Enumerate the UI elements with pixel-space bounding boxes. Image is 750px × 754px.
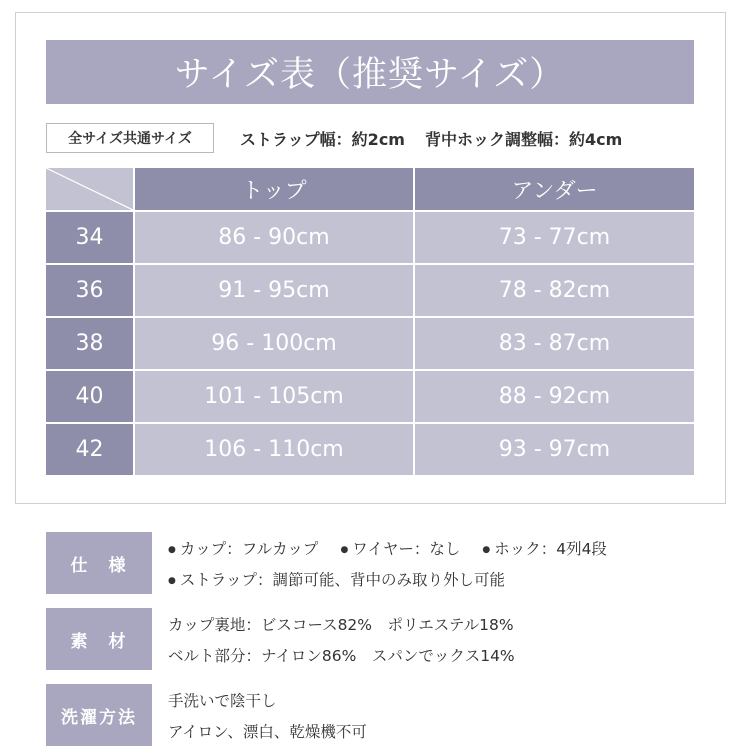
- wash-label: 洗濯方法: [46, 684, 152, 746]
- top-cell: 96 - 100cm: [135, 318, 413, 369]
- common-size-badge: [46, 123, 214, 153]
- under-cell: 73 - 77cm: [415, 212, 694, 263]
- spec-label: 仕 様: [46, 532, 152, 594]
- under-cell: 93 - 97cm: [415, 424, 694, 475]
- size-cell: 38: [46, 318, 133, 369]
- diagonal-line: [46, 168, 133, 210]
- size-table: [46, 168, 694, 474]
- table-row: [46, 265, 694, 316]
- hook-adjust-text: 背中ホック調整幅：約4cm: [424, 129, 623, 149]
- corner-cell: [46, 168, 133, 210]
- size-cell: 34: [46, 212, 133, 263]
- spec-section: [46, 532, 607, 594]
- spec-line-1: [168, 532, 607, 563]
- under-cell: 83 - 87cm: [415, 318, 694, 369]
- title-text: サイズ表（推奨サイズ）: [174, 55, 566, 95]
- table-row: [46, 371, 694, 422]
- strap-width-text: ストラップ幅：約2cm: [240, 129, 405, 149]
- material-label: 素 材: [46, 608, 152, 670]
- table-row: [46, 212, 694, 263]
- table-header-row: [46, 168, 694, 210]
- material-cup: カップ裏地：ビスコース82% ポリエステル18%: [168, 615, 514, 634]
- spec-cup: ● カップ：フルカップ: [168, 537, 318, 559]
- material-section: [46, 608, 515, 670]
- size-cell: 36: [46, 265, 133, 316]
- size-cell: 40: [46, 371, 133, 422]
- wash-hand: 手洗いで陰干し: [168, 691, 277, 710]
- under-cell: 88 - 92cm: [415, 371, 694, 422]
- size-cell: 42: [46, 424, 133, 475]
- header-top: トップ: [135, 168, 413, 210]
- material-details: [168, 608, 515, 670]
- top-cell: 101 - 105cm: [135, 371, 413, 422]
- under-cell: 78 - 82cm: [415, 265, 694, 316]
- top-cell: 86 - 90cm: [135, 212, 413, 263]
- top-cell: 91 - 95cm: [135, 265, 413, 316]
- common-size-info: [240, 124, 622, 152]
- page-title: [46, 40, 694, 104]
- badge-label: 全サイズ共通サイズ: [68, 131, 192, 147]
- header-under: アンダー: [415, 168, 694, 210]
- spec-details: [168, 532, 607, 594]
- wash-section: [46, 684, 367, 746]
- top-cell: 106 - 110cm: [135, 424, 413, 475]
- table-row: [46, 318, 694, 369]
- spec-hook: ● ホック：4列4段: [482, 537, 607, 559]
- spec-strap: ● ストラップ：調節可能、背中のみ取り外し可能: [168, 568, 505, 590]
- wash-no: アイロン、漂白、乾燥機不可: [168, 722, 367, 741]
- material-belt: ベルト部分：ナイロン86% スパンでックス14%: [168, 646, 515, 665]
- spec-line-2: [168, 563, 607, 594]
- spec-wire: ● ワイヤー：なし: [340, 537, 460, 559]
- wash-details: [168, 684, 367, 746]
- table-row: [46, 424, 694, 475]
